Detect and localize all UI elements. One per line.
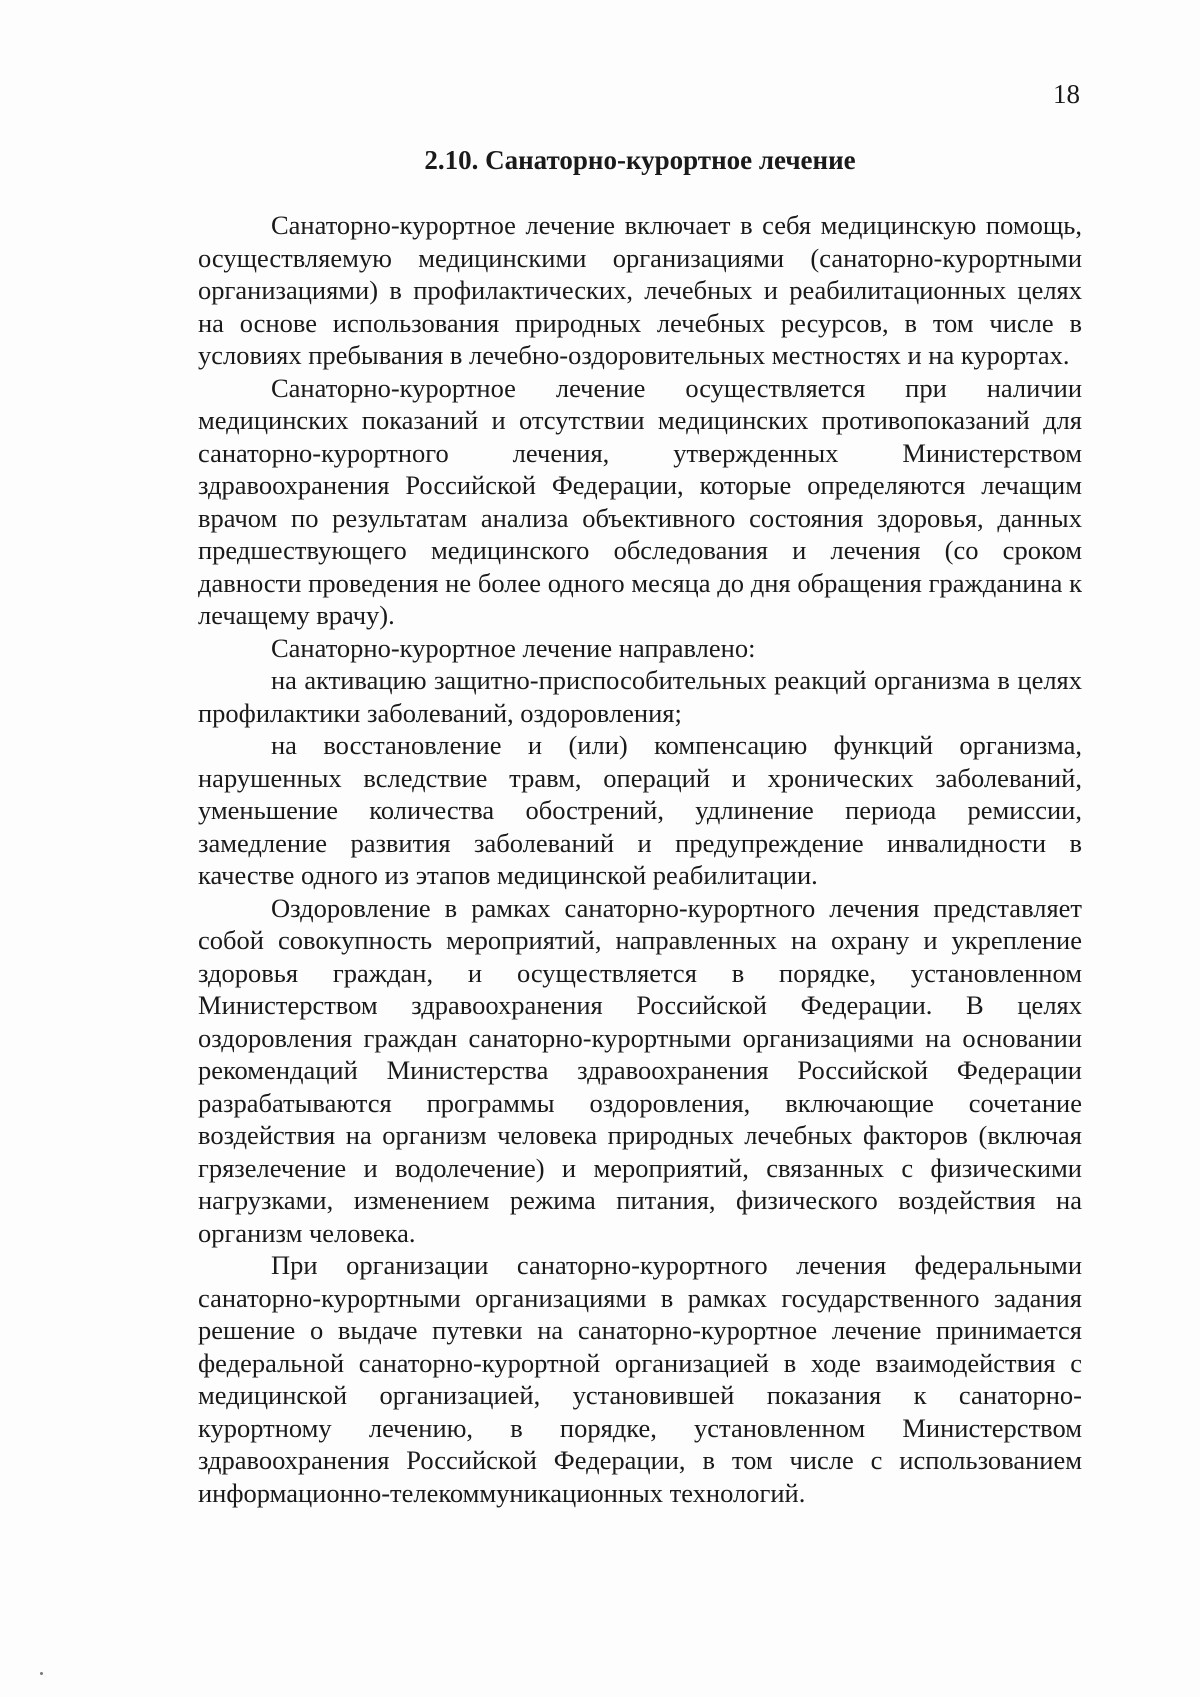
paragraph-conditions: Санаторно-курортное лечение осуществляется при наличии медицинских показаний и отсутствии медицинских противопоказаний для санаторно-курортного лечения, утвержденных Министерством здравоохранения Российской Федерации, которые определяются лечащим врачом по результатам анализа объективного состояния здоровья, данных предшествующего медицинского обследования и лечения (со сроком давности проведения не более одного месяца до дня обращения гражданина к лечащему врачу). <box>198 372 1082 630</box>
paragraph-health-improvement: Оздоровление в рамках санаторно-курортного лечения представляет собой совокупность мероприятий, направленных на охрану и укрепление здоровья граждан, и осуществляется в порядке, установленном Министерством здравоохранения Российской Федерации. В целях оздоровления граждан санаторно-курортными организациями на основании рекомендаций Министерства здравоохранения Российской Федерации разрабатываются программы оздоровления, включающие сочетание воздействия на организм человека природных лечебных факторов (включая грязелечение и водолечение) и мероприятий, связанных с физическими нагрузками, изменением режима питания, физического воздействия на организм человека. <box>198 892 1082 1248</box>
paragraph-definition: Санаторно-курортное лечение включает в себя медицинскую помощь, осуществляемую медицинскими организациями (санаторно-курортными организациями) в профилактических, лечебных и реабилитационных целях на основе использования природных лечебных ресурсов, в том числе в условиях пребывания в лечебно-оздоровительных местностях и на курортах. <box>198 210 1082 370</box>
paragraph-federal-organizations: При организации санаторно-курортного лечения федеральными санаторно-курортными организациями в рамках государственного задания решение о выдаче путевки на санаторно-курортное лечение принимается федеральной санаторно-курортной организацией в ходе взаимодействия с медицинской организацией, установившей показания к санаторно-курортному лечению, в порядке, установленном Министерством здравоохранения Российской Федерации, в том числе с использованием информационно-телекоммуникационных технологий. <box>198 1250 1082 1508</box>
paragraph-aims-intro: Санаторно-курортное лечение направлено: <box>271 632 756 663</box>
paragraph-aim-restoration: на восстановление и (или) компенсацию функций организма, нарушенных вследствие травм, операций и хронических заболеваний, уменьшение количества обострений, удлинение периода ремиссии, замедление развития заболеваний и предупреждение инвалидности в качестве одного из этапов медицинской реабилитации. <box>198 730 1082 890</box>
scan-speck <box>40 1672 43 1675</box>
body-text <box>198 209 1082 1509</box>
page-number: 18 <box>1053 79 1080 109</box>
paragraph-aim-activation: на активацию защитно-приспособительных реакций организма в целях профилактики заболеваний, оздоровления; <box>198 665 1082 728</box>
section-title: 2.10. Санаторно-курортное лечение <box>424 145 856 175</box>
